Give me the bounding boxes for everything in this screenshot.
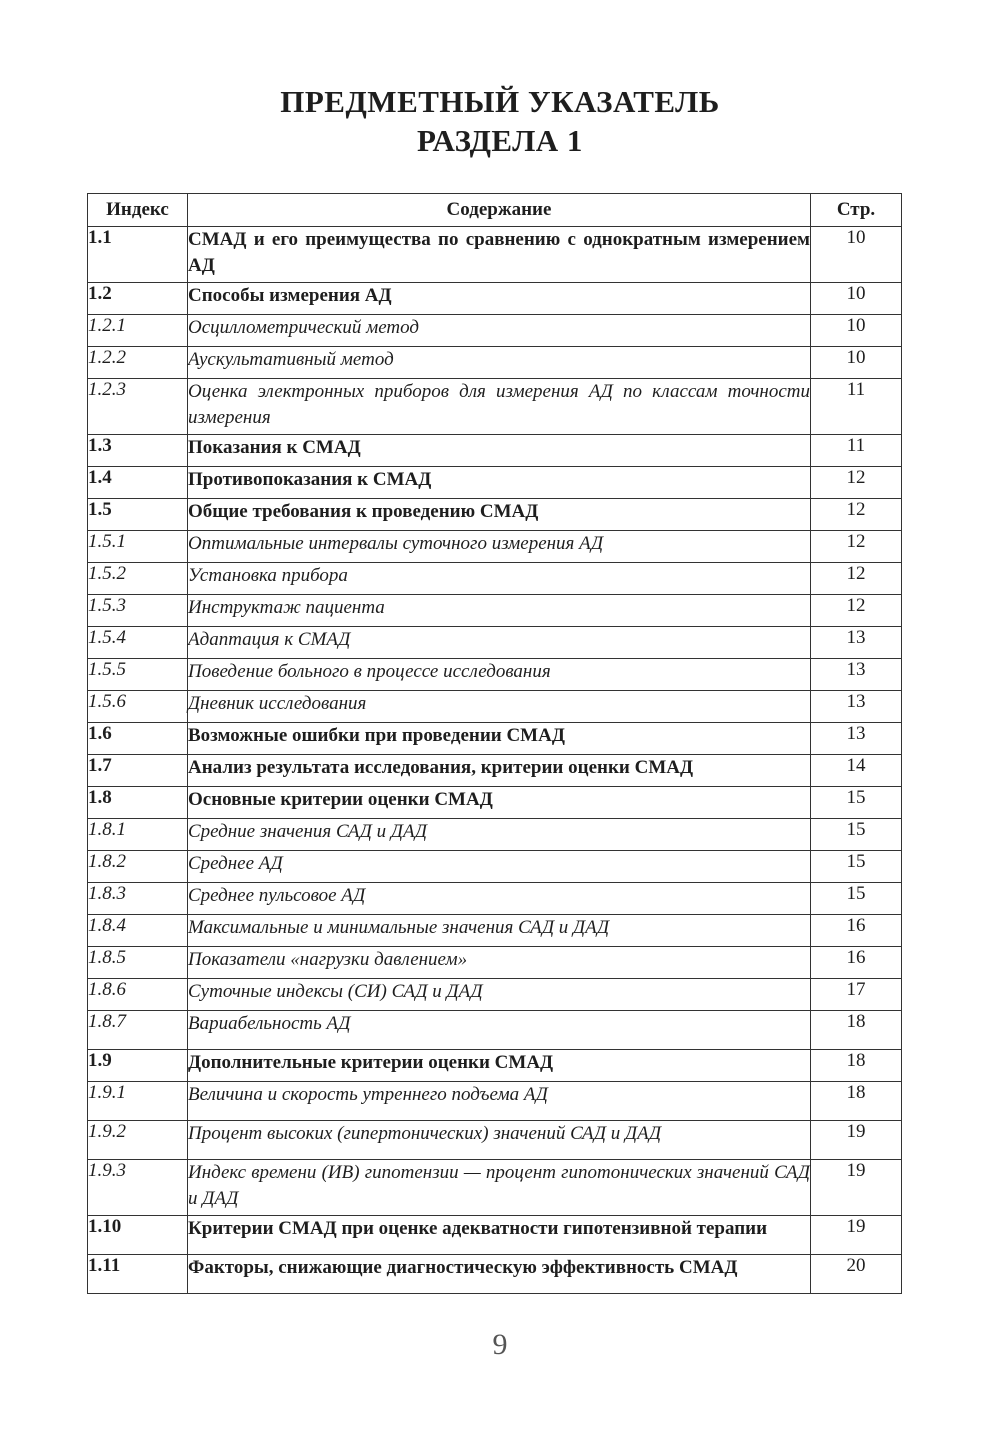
- row-content: Аускультативный метод: [188, 347, 811, 379]
- row-page: 18: [811, 1011, 902, 1050]
- row-content: Возможные ошибки при проведении СМАД: [188, 723, 811, 755]
- table-header-row: [88, 194, 902, 227]
- table-row: [88, 1050, 902, 1082]
- table-row: [88, 1082, 902, 1121]
- row-index: 1.8.5: [88, 947, 188, 979]
- table-row: [88, 283, 902, 315]
- table-row: [88, 435, 902, 467]
- row-content: Величина и скорость утреннего подъема АД: [188, 1082, 811, 1121]
- row-content: Установка прибора: [188, 563, 811, 595]
- row-index: 1.5.2: [88, 563, 188, 595]
- table-row: [88, 1121, 902, 1160]
- table-row: [88, 755, 902, 787]
- table-row: [88, 691, 902, 723]
- row-content: Осциллометрический метод: [188, 315, 811, 347]
- header-content: Содержание: [188, 194, 811, 227]
- table-row: [88, 851, 902, 883]
- row-content: Анализ результата исследования, критерии оценки СМАД: [188, 755, 811, 787]
- row-page: 15: [811, 819, 902, 851]
- row-content: Критерии СМАД при оценке адекватности гипотензивной терапии: [188, 1216, 811, 1255]
- row-index: 1.3: [88, 435, 188, 467]
- page-title-line-1: ПРЕДМЕТНЫЙ УКАЗАТЕЛЬ: [280, 84, 720, 119]
- table-row: [88, 947, 902, 979]
- row-page: 17: [811, 979, 902, 1011]
- row-content: Среднее пульсовое АД: [188, 883, 811, 915]
- row-index: 1.5.1: [88, 531, 188, 563]
- row-index: 1.8: [88, 787, 188, 819]
- row-index: 1.8.7: [88, 1011, 188, 1050]
- row-index: 1.8.1: [88, 819, 188, 851]
- row-index: 1.6: [88, 723, 188, 755]
- subject-index-table: [87, 193, 902, 1294]
- row-content: Оптимальные интервалы суточного измерения АД: [188, 531, 811, 563]
- row-page: 13: [811, 659, 902, 691]
- row-content: Общие требования к проведению СМАД: [188, 499, 811, 531]
- row-page: 13: [811, 723, 902, 755]
- table-row: [88, 595, 902, 627]
- table-row: [88, 1255, 902, 1294]
- row-page: 12: [811, 499, 902, 531]
- row-index: 1.5.5: [88, 659, 188, 691]
- row-content: Процент высоких (гипертонических) значений САД и ДАД: [188, 1121, 811, 1160]
- row-content: Суточные индексы (СИ) САД и ДАД: [188, 979, 811, 1011]
- table-row: [88, 347, 902, 379]
- row-index: 1.5.6: [88, 691, 188, 723]
- table-row: [88, 379, 902, 435]
- row-page: 15: [811, 883, 902, 915]
- page-title-line-2: РАЗДЕЛА 1: [417, 123, 583, 158]
- table-body: [88, 227, 902, 1294]
- row-content: Показатели «нагрузки давлением»: [188, 947, 811, 979]
- row-page: 18: [811, 1082, 902, 1121]
- row-index: 1.2: [88, 283, 188, 315]
- row-index: 1.8.2: [88, 851, 188, 883]
- row-content: Способы измерения АД: [188, 283, 811, 315]
- row-page: 19: [811, 1216, 902, 1255]
- row-content: Противопоказания к СМАД: [188, 467, 811, 499]
- row-index: 1.9: [88, 1050, 188, 1082]
- row-content: Факторы, снижающие диагностическую эффективность СМАД: [188, 1255, 811, 1294]
- row-content: Показания к СМАД: [188, 435, 811, 467]
- row-index: 1.8.3: [88, 883, 188, 915]
- row-index: 1.9.3: [88, 1160, 188, 1216]
- table-row: [88, 227, 902, 283]
- table-row: [88, 1160, 902, 1216]
- row-content: Средние значения САД и ДАД: [188, 819, 811, 851]
- table-row: [88, 563, 902, 595]
- row-index: 1.8.4: [88, 915, 188, 947]
- row-page: 15: [811, 851, 902, 883]
- table-row: [88, 499, 902, 531]
- table-row: [88, 627, 902, 659]
- row-page: 12: [811, 467, 902, 499]
- row-index: 1.5.4: [88, 627, 188, 659]
- row-content: СМАД и его преимущества по сравнению с однократным измерением АД: [188, 227, 811, 283]
- table-row: [88, 315, 902, 347]
- row-page: 12: [811, 563, 902, 595]
- row-content: Основные критерии оценки СМАД: [188, 787, 811, 819]
- row-page: 12: [811, 531, 902, 563]
- row-index: 1.4: [88, 467, 188, 499]
- row-page: 18: [811, 1050, 902, 1082]
- row-page: 16: [811, 915, 902, 947]
- row-content: Адаптация к СМАД: [188, 627, 811, 659]
- row-page: 10: [811, 315, 902, 347]
- row-content: Максимальные и минимальные значения САД и ДАД: [188, 915, 811, 947]
- row-page: 20: [811, 1255, 902, 1294]
- row-content: Дневник исследования: [188, 691, 811, 723]
- table-row: [88, 979, 902, 1011]
- row-index: 1.2.2: [88, 347, 188, 379]
- row-index: 1.2.1: [88, 315, 188, 347]
- row-content: Инструктаж пациента: [188, 595, 811, 627]
- row-page: 10: [811, 227, 902, 283]
- header-page: Стр.: [811, 194, 902, 227]
- row-page: 19: [811, 1121, 902, 1160]
- row-content: Поведение больного в процессе исследования: [188, 659, 811, 691]
- row-page: 19: [811, 1160, 902, 1216]
- table-row: [88, 1216, 902, 1255]
- row-index: 1.5: [88, 499, 188, 531]
- row-page: 13: [811, 691, 902, 723]
- row-content: Вариабельность АД: [188, 1011, 811, 1050]
- page-number: 9: [492, 1328, 508, 1361]
- table-row: [88, 787, 902, 819]
- table-row: [88, 531, 902, 563]
- row-index: 1.9.1: [88, 1082, 188, 1121]
- row-index: 1.1: [88, 227, 188, 283]
- table-row: [88, 659, 902, 691]
- row-page: 12: [811, 595, 902, 627]
- row-index: 1.8.6: [88, 979, 188, 1011]
- row-index: 1.5.3: [88, 595, 188, 627]
- row-page: 11: [811, 379, 902, 435]
- row-content: Среднее АД: [188, 851, 811, 883]
- row-page: 16: [811, 947, 902, 979]
- table-row: [88, 723, 902, 755]
- table-row: [88, 467, 902, 499]
- row-content: Оценка электронных приборов для измерения АД по классам точности измерения: [188, 379, 811, 435]
- row-index: 1.2.3: [88, 379, 188, 435]
- row-page: 10: [811, 283, 902, 315]
- row-index: 1.10: [88, 1216, 188, 1255]
- row-page: 15: [811, 787, 902, 819]
- table-row: [88, 915, 902, 947]
- table-row: [88, 1011, 902, 1050]
- row-index: 1.11: [88, 1255, 188, 1294]
- row-content: Индекс времени (ИВ) гипотензии — процент гипотонических значений САД и ДАД: [188, 1160, 811, 1216]
- row-index: 1.7: [88, 755, 188, 787]
- row-page: 14: [811, 755, 902, 787]
- table-row: [88, 883, 902, 915]
- row-page: 13: [811, 627, 902, 659]
- table-row: [88, 819, 902, 851]
- row-page: 10: [811, 347, 902, 379]
- header-index: Индекс: [88, 194, 188, 227]
- row-index: 1.9.2: [88, 1121, 188, 1160]
- row-page: 11: [811, 435, 902, 467]
- row-content: Дополнительные критерии оценки СМАД: [188, 1050, 811, 1082]
